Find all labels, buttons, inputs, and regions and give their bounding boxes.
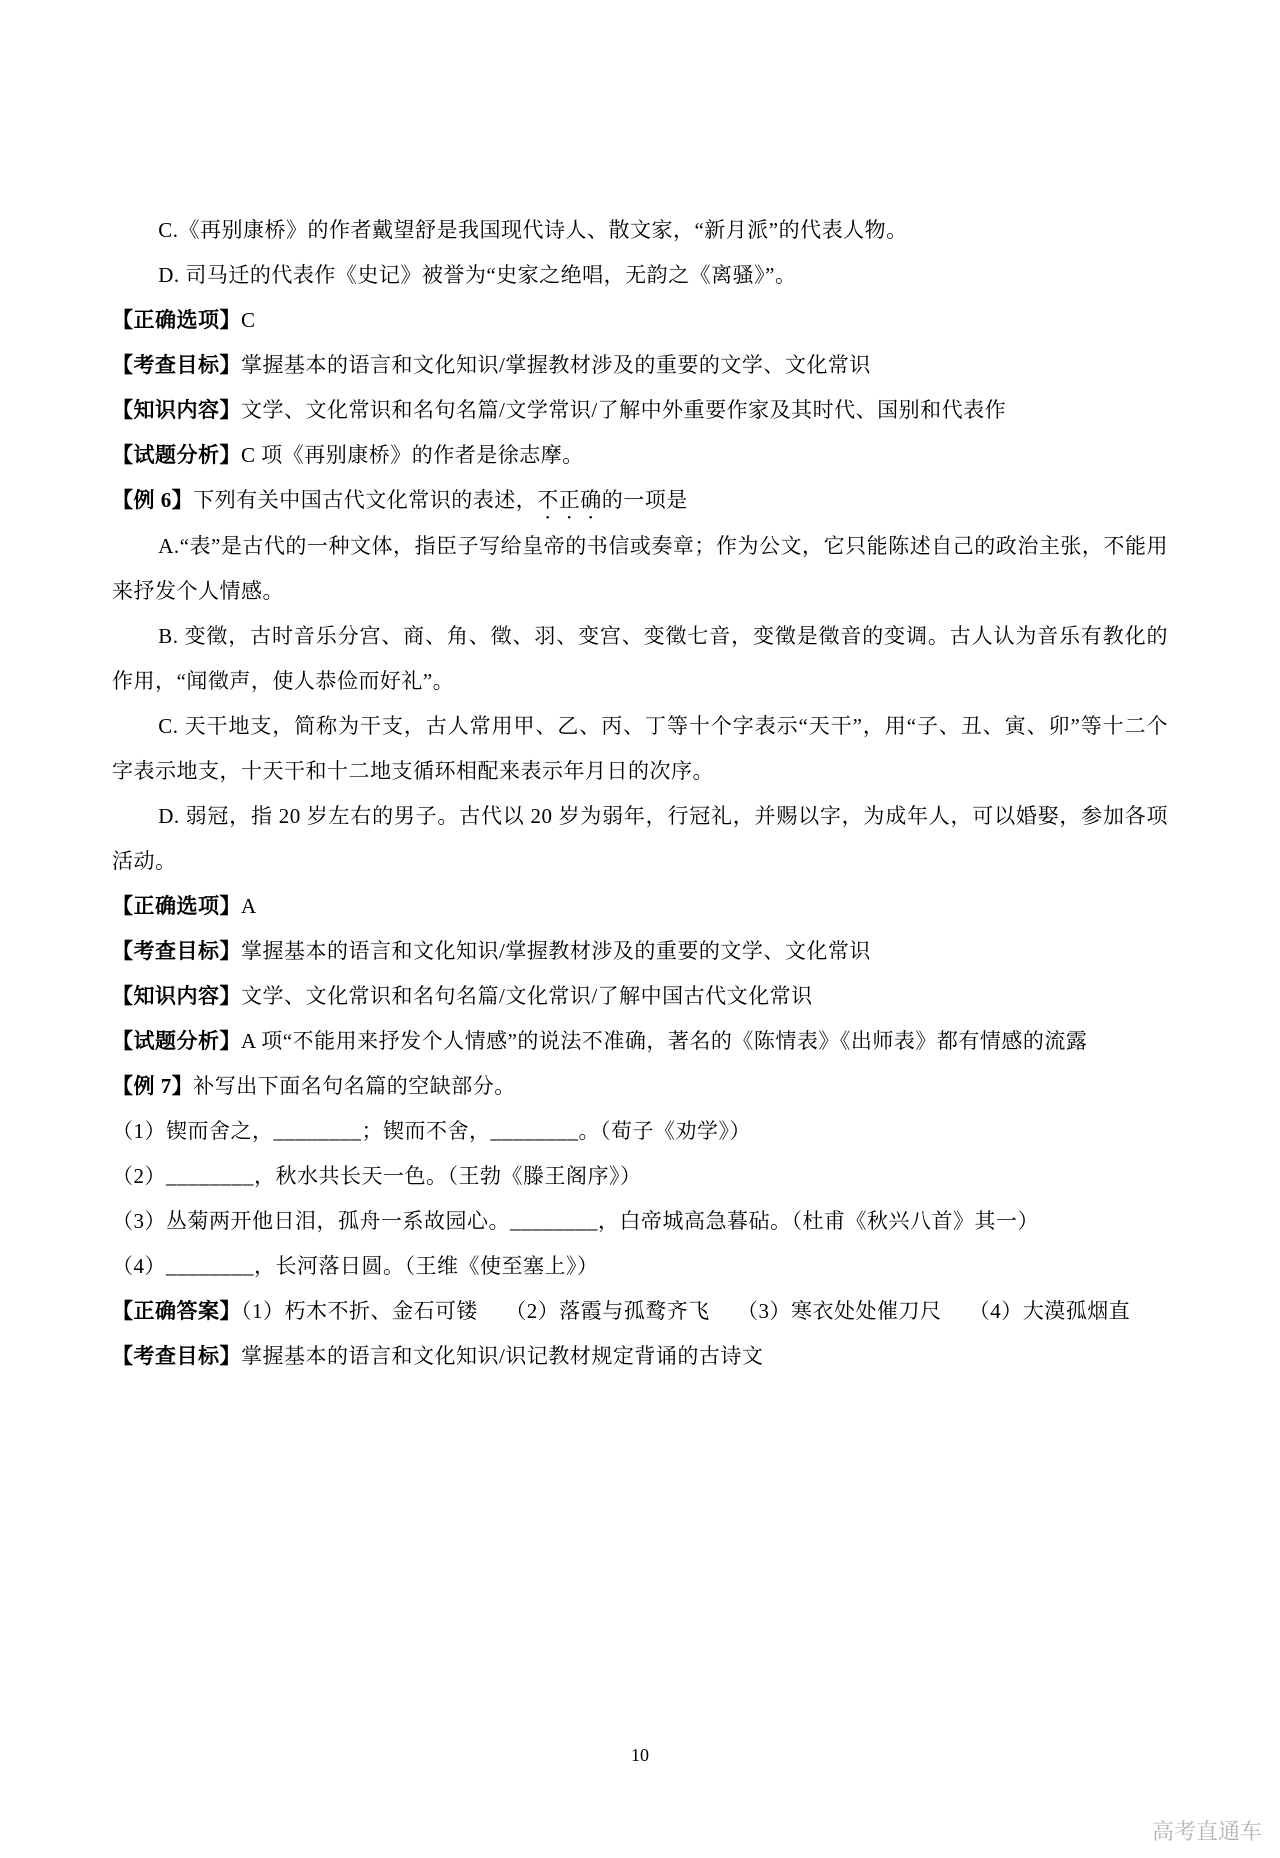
section-label: 【正确答案】 — [112, 1299, 241, 1323]
body-text: （1）朽木不折、金石可镂 （2）落霞与孤鹜齐飞 （3）寒衣处处催刀尺 （4）大漠孤烟直 — [241, 1299, 1131, 1323]
body-text: C — [241, 308, 256, 332]
body-text: 的一项是 — [601, 488, 688, 512]
body-text: 文学、文化常识和名句名篇/文学常识/了解中外重要作家及其时代、国别和代表作 — [241, 398, 1007, 422]
page-number: 10 — [631, 1745, 649, 1765]
answer-key-line — [112, 298, 1168, 343]
example-heading — [112, 478, 1168, 524]
body-text: 补写出下面名句名篇的空缺部分。 — [193, 1074, 516, 1098]
option-paragraph — [112, 614, 1168, 704]
body-text: C.《再别康桥》的作者戴望舒是我国现代诗人、散文家，“新月派”的代表人物。 — [158, 218, 908, 242]
option-line — [112, 208, 1168, 253]
target-line — [112, 929, 1168, 974]
body-text: （2）________，秋水共长天一色。（王勃《滕王阁序》） — [112, 1164, 642, 1188]
section-label: 【考查目标】 — [112, 939, 241, 963]
body-text: A 项“不能用来抒发个人情感”的说法不准确，著名的《陈情表》《出师表》都有情感的流露 — [241, 1029, 1088, 1053]
section-label: 【试题分析】 — [112, 443, 241, 467]
section-label: 【知识内容】 — [112, 398, 241, 422]
analysis-line — [112, 1019, 1168, 1064]
body-text: （4）________，长河落日圆。（王维《使至塞上》） — [112, 1254, 599, 1278]
target-line — [112, 1334, 1168, 1379]
option-paragraph — [112, 524, 1168, 614]
section-label: 【考查目标】 — [112, 353, 241, 377]
body-text: A — [241, 894, 257, 918]
example-heading — [112, 1064, 1168, 1109]
body-text: （1）锲而舍之，________；锲而不舍，________。（荀子《劝学》） — [112, 1119, 751, 1143]
correct-answer-line — [112, 1289, 1168, 1334]
option-paragraph — [112, 704, 1168, 794]
body-text: A.“表”是古代的一种文体，指臣子写给皇帝的书信或奏章；作为公文，它只能陈述自己的政治主张，不能用来抒发个人情感。 — [112, 534, 1168, 603]
body-text: 掌握基本的语言和文化知识/掌握教材涉及的重要的文学、文化常识 — [241, 353, 871, 377]
fill-blank-line — [112, 1109, 1168, 1154]
body-text: （3）丛菊两开他日泪，孤舟一系故园心。________，白帝城高急暮砧。（杜甫《秋兴八首》其一） — [112, 1209, 1039, 1233]
body-text: 掌握基本的语言和文化知识/识记教材规定背诵的古诗文 — [241, 1344, 764, 1368]
body-text: 下列有关中国古代文化常识的表述， — [193, 488, 538, 512]
fill-blank-line — [112, 1199, 1168, 1244]
target-line — [112, 343, 1168, 388]
section-label: 【例 6】 — [112, 488, 194, 512]
body-text: 掌握基本的语言和文化知识/掌握教材涉及的重要的文学、文化常识 — [241, 939, 871, 963]
knowledge-line — [112, 388, 1168, 433]
answer-key-line — [112, 884, 1168, 929]
fill-blank-line — [112, 1244, 1168, 1289]
knowledge-line — [112, 974, 1168, 1019]
body-text: D. 司马迁的代表作《史记》被誉为“史家之绝唱，无韵之《离骚》”。 — [158, 263, 797, 287]
option-line — [112, 253, 1168, 298]
section-label: 【试题分析】 — [112, 1029, 241, 1053]
section-label: 【考查目标】 — [112, 1344, 241, 1368]
section-label: 【知识内容】 — [112, 984, 241, 1008]
section-label: 【正确选项】 — [112, 308, 241, 332]
body-text: D. 弱冠，指 20 岁左右的男子。古代以 20 岁为弱年，行冠礼，并赐以字，为成年人，可以婚娶，参加各项活动。 — [112, 804, 1168, 873]
body-text: B. 变徵，古时音乐分宫、商、角、徵、羽、变宫、变徵七音，变徵是徵音的变调。古人认为音乐有教化的作用，“闻徵声，使人恭俭而好礼”。 — [112, 624, 1168, 693]
fill-blank-line — [112, 1154, 1168, 1199]
emphasized-text: 不正确 — [537, 488, 602, 512]
option-paragraph — [112, 794, 1168, 884]
analysis-line — [112, 433, 1168, 478]
section-label: 【正确选项】 — [112, 894, 241, 918]
section-label: 【例 7】 — [112, 1074, 194, 1098]
body-text: C. 天干地支，简称为干支，古人常用甲、乙、丙、丁等十个字表示“天干”，用“子、丑、寅、卯”等十二个字表示地支，十天干和十二地支循环相配来表示年月日的次序。 — [112, 714, 1168, 783]
body-text: C 项《再别康桥》的作者是徐志摩。 — [241, 443, 584, 467]
body-text: 文学、文化常识和名句名篇/文化常识/了解中国古代文化常识 — [241, 984, 813, 1008]
watermark: 高考直通车 — [1151, 1819, 1262, 1844]
